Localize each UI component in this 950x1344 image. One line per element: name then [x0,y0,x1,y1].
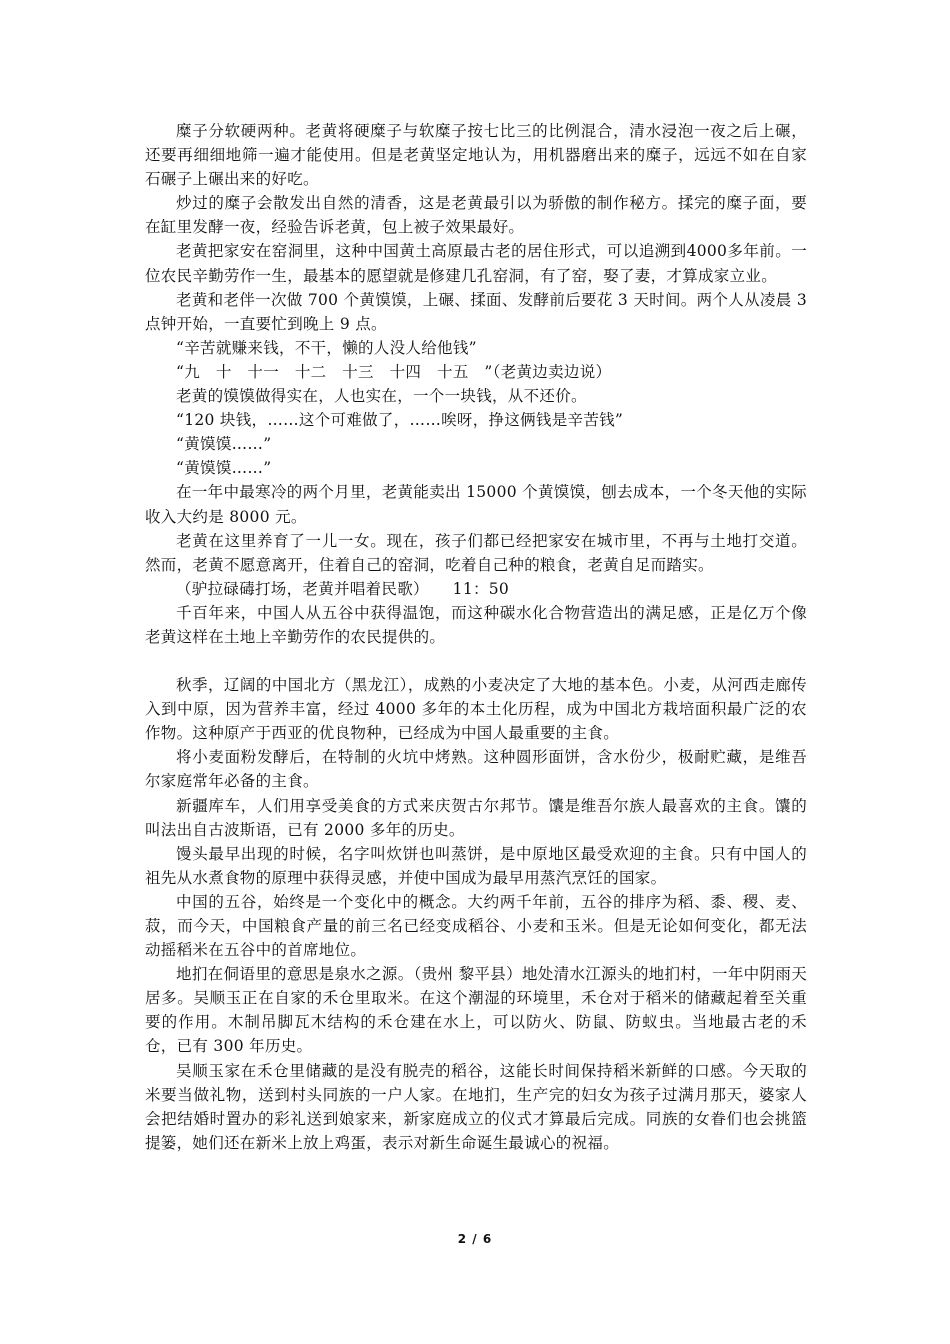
document-body [145,119,807,1155]
quote-120-yuan: “120 块钱，……这个可难做了，……唉呀，挣这俩钱是辛苦钱” [176,411,624,430]
quote-huang-momo-2: “黄馍馍……” [176,459,272,478]
paragraph-millet-types: 糜子分软硬两种。老黄将硬糜子与软糜子按七比三的比例混合，清水浸泡一夜之后上碾，还要再细细地筛一遍才能使用。但是老黄坚定地认为，用机器磨出来的糜子，远远不如在自家石碾子上碾出来的好吃。 [145,122,807,189]
page-number: 2 / 6 [457,1232,493,1246]
paragraph-wheat-north: 秋季，辽阔的中国北方（黑龙江），成熟的小麦决定了大地的基本色。小麦，从河西走廊传入到中原，因为营养丰富，经过 4000 多年的本土化历程，成为中国北方栽培面积最广泛的农作物。这种原产于西亚的优良物种，已经成为中国人最重要的主食。 [145,676,807,743]
quote-counting: “九 十 十一 十二 十三 十四 十五 ”（老黄边卖边说） [176,362,612,381]
quote-huang-momo-1: “黄馍馍……” [176,435,272,454]
paragraph-dimen-granary: 地扪在侗语里的意思是泉水之源。（贵州 黎平县）地处清水江源头的地扪村，一年中阴雨天居多。吴顺玉正在自家的禾仓里取米。在这个潮湿的环境里，禾仓对于稻米的储藏起着至关重要的作用。木制吊脚瓦木结构的禾仓建在水上，可以防火、防鼠、防蚁虫。当地最古老的禾仓，已有 300 年历史。 [145,965,807,1056]
paragraph-kuqa-naan: 新疆库车，人们用享受美食的方式来庆贺古尔邦节。馕是维吾尔族人最喜欢的主食。馕的叫法出自古波斯语，已有 2000 多年的历史。 [145,796,807,839]
paragraph-five-grains: 中国的五谷，始终是一个变化中的概念。大约两千年前，五谷的排序为稻、黍、稷、麦、菽，而今天，中国粮食产量的前三名已经变成稻谷、小麦和玉米。但是无论如何变化，都无法动摇稻米在五谷中的首席地位。 [145,892,807,960]
paragraph-steamed-bun: 馒头最早出现的时候，名字叫炊饼也叫蒸饼，是中原地区最受欢迎的主食。只有中国人的祖先从水煮食物的原理中获得灵感，并使中国成为最早用蒸汽烹饪的国家。 [145,844,807,887]
stage-direction-folk-song: （驴拉碌碡打场，老黄并唱着民歌） 11：50 [176,579,510,598]
paragraph-winter-income: 在一年中最寒冷的两个月里，老黄能卖出 15000 个黄馍馍，刨去成本，一个冬天他的实际收入大约是 8000 元。 [145,483,807,526]
paragraph-rice-gift: 吴顺玉家在禾仓里储藏的是没有脱壳的稻谷，这能长时间保持稻米新鲜的口感。今天取的米要当做礼物，送到村头同族的一户人家。在地扪，生产完的妇女为孩子过满月那天，婆家人会把结婚时置办的彩礼送到娘家来，新家庭成立的仪式才算最后完成。同族的女眷们也会挑篮提篓，她们还在新米上放上鸡蛋，表示对新生命诞生最诚心的祝福。 [145,1061,807,1152]
paragraph-baked-flatbread: 将小麦面粉发酵后，在特制的火坑中烤熟。这种圆形面饼，含水份少，极耐贮藏，是维吾尔家庭常年必备的主食。 [145,748,807,791]
paragraph-children: 老黄在这里养育了一儿一女。现在，孩子们都已经把家安在城市里，不再与土地打交道。然而，老黄不愿意离开，住着自己的窑洞，吃着自己种的粮食，老黄自足而踏实。 [145,531,807,574]
paragraph-fried-millet: 炒过的糜子会散发出自然的清香，这是老黄最引以为骄傲的制作秘方。揉完的糜子面，要在缸里发酵一夜，经验告诉老黄，包上被子效果最好。 [145,194,807,237]
quote-hard-work: “辛苦就赚来钱，不干，懒的人没人给他钱” [176,338,477,357]
paragraph-700-buns: 老黄和老伴一次做 700 个黄馍馍，上碾、揉面、发酵前后要花 3 天时间。两个人从凌晨 3 点钟开始，一直要忙到晚上 9 点。 [145,290,807,333]
paragraph-farmers-provide: 千百年来，中国人从五谷中获得温饱，而这种碳水化合物营造出的满足感，正是亿万个像老黄这样在土地上辛勤劳作的农民提供的。 [145,603,807,646]
section-gap [145,649,807,673]
paragraph-honest-price: 老黄的馍馍做得实在，人也实在，一个一块钱，从不还价。 [176,387,587,406]
paragraph-cave-dwelling: 老黄把家安在窑洞里，这种中国黄土高原最古老的居住形式，可以追溯到4000多年前。一位农民辛勤劳作一生，最基本的愿望就是修建几孔窑洞，有了窑，娶了妻，才算成家立业。 [145,242,807,285]
